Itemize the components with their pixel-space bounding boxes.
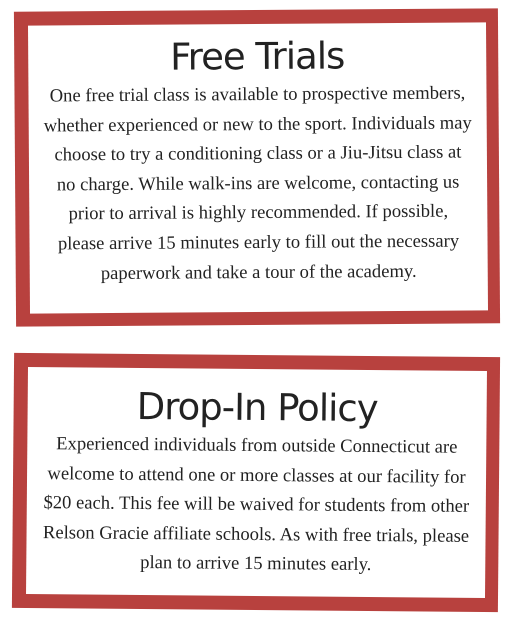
drop-in-policy-text: Experienced individuals from outside Connecticut are welcome to attend one or more classes at our facility for $20 each. This fee will be waived for students from other Relson Gracie affiliate schools. As with free trials, please plan to arrive 15 minutes early. [42, 433, 470, 576]
free-trials-card [14, 8, 500, 326]
free-trials-title: Free Trials [169, 34, 345, 79]
free-trials-text: One free trial class is available to prospective members, whether experienced or new to the sport. Individuals may choose to try a conditioning class or a Jiu-Jitsu class at no charge. While walk-ins are welcome, contacting us prior to arrival is highly recommended. If possible, please arrive 15 minutes early to fill out the necessary paperwork and take a tour of the academy. [43, 82, 472, 284]
drop-in-policy-card [12, 353, 500, 612]
drop-in-policy-panel [26, 367, 487, 598]
drop-in-policy-title: Drop-In Policy [136, 384, 378, 431]
free-trials-panel [28, 22, 488, 313]
